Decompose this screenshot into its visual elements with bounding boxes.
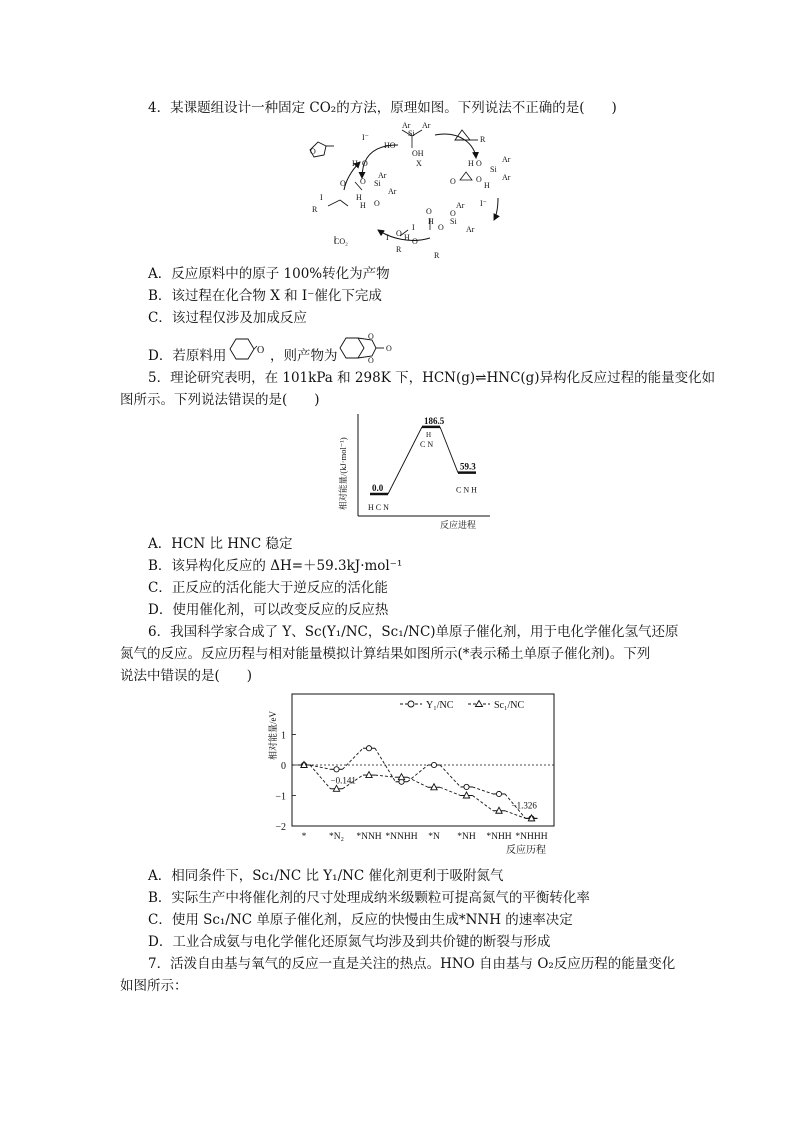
species-label: H C N — [368, 503, 389, 512]
point-y1nc — [431, 762, 436, 767]
y-tick-label: 1 — [281, 730, 286, 742]
q6-option-d: D．工业合成氨与电化学催化还原氮气均涉及到共价键的断裂与形成 — [148, 934, 551, 950]
x-tick-label: * — [301, 832, 307, 842]
x-axis-label: 反应进程 — [440, 520, 477, 530]
cyclohexene-oxide-structure — [226, 334, 268, 364]
q6-option-b: B．实际生产中将催化剂的尺寸处理成纳米级颗粒可提高氮气的平衡转化率 — [148, 890, 590, 906]
q5-option-c: C．正反应的活化能大于逆反应的活化能 — [148, 580, 388, 596]
connector-y1nc — [473, 787, 494, 794]
cyclic-carbonate-product-structure — [336, 330, 402, 366]
q4-option-b: B．该过程在化合物 X 和 I⁻催化下完成 — [148, 288, 382, 304]
chem-label: I⁻ — [480, 199, 487, 208]
chem-label: R — [312, 205, 318, 214]
chem-label: H — [360, 201, 366, 210]
point-y1nc — [464, 784, 469, 789]
chem-label: Si — [408, 129, 415, 138]
svg-text:O: O — [368, 356, 374, 365]
q5-stem-line1: 5．理论研究表明，在 101kPa 和 298K 下，HCN(g)⇌HNC(g)异构化反应过程的能量变化如 — [148, 370, 716, 386]
q6-stem-line2: 氮气的反应。反应历程与相对能量模拟计算结果如图所示(*表示稀土单原子催化剂)。下列 — [120, 646, 651, 662]
species-label: C N — [420, 439, 434, 449]
chem-label: R — [434, 251, 440, 260]
y-tick-label: −1 — [275, 791, 286, 803]
chem-label: O — [450, 209, 456, 218]
svg-text:O: O — [386, 344, 392, 353]
chem-label: H — [404, 233, 410, 242]
q5-option-a: A．HCN 比 HNC 稳定 — [148, 536, 293, 552]
connector-y1nc — [310, 765, 331, 769]
chem-label: I — [320, 193, 323, 202]
q7-stem-line1: 7．活泼自由基与氧气的反应一直是关注的热点。HNO 自由基与 O₂反应历程的能量变化 — [148, 956, 676, 972]
chem-label: I — [412, 223, 415, 232]
energy-profile-connector — [388, 427, 422, 494]
q6-option-c: C．使用 Sc₁/NC 单原子催化剂，反应的快慢由生成*NNH 的速率决定 — [148, 912, 573, 928]
chem-label: R — [480, 135, 486, 144]
point-y1nc — [366, 746, 371, 751]
chem-label: I — [386, 233, 389, 242]
q4-reaction-cycle-figure — [300, 120, 530, 262]
chem-label: O — [438, 223, 444, 232]
chem-label: Ar — [466, 225, 475, 234]
chem-label: I⁻ — [362, 133, 369, 142]
x-tick-label: *NNHH — [385, 832, 418, 842]
q4-option-d: D．若原料用 — [148, 348, 227, 364]
q4-stem: 4．某课题组设计一种固定 CO₂的方法，原理如图。下列说法不正确的是( ) — [148, 100, 617, 116]
y-axis-label: 相对能量/(kJ·mol⁻¹) — [338, 437, 348, 510]
energy-level-label: 59.3 — [460, 461, 476, 472]
q5-stem-line2: 图所示。下列说法错误的是( ) — [120, 392, 320, 408]
connector-sc1nc — [408, 777, 429, 787]
y-tick-label: 0 — [281, 761, 286, 772]
chem-label: O — [360, 177, 366, 186]
chem-label: X — [416, 159, 422, 168]
rare-earth-catalyst-energy-chart — [262, 688, 558, 858]
chem-label: Ar — [378, 171, 387, 180]
connector-sc1nc — [473, 796, 494, 811]
chem-label: Ar — [502, 173, 511, 182]
hcn-energy-diagram — [330, 410, 500, 532]
y-tick-label: −2 — [275, 822, 286, 833]
cycle-arrow-2 — [435, 134, 476, 158]
species-label-top: H — [426, 430, 432, 439]
svg-text:O: O — [368, 332, 374, 341]
chem-label: R — [396, 245, 402, 254]
annotation: −1.326 — [511, 800, 537, 811]
x-axis-label: 反应历程 — [506, 845, 546, 856]
chem-label: H — [468, 159, 474, 168]
chem-label: O — [476, 175, 482, 184]
connector-sc1nc — [440, 787, 461, 795]
energy-profile-connector — [440, 427, 458, 473]
chem-label: O — [362, 159, 368, 168]
q5-option-d: D．使用催化剂，可以改变反应的反应热 — [148, 602, 389, 618]
chem-label: Ar — [502, 155, 511, 164]
chem-label: H — [428, 217, 434, 226]
q5-option-b: B．该异构化反应的 ΔH=＋59.3kJ·mol⁻¹ — [148, 558, 403, 574]
chem-label: Ar — [422, 121, 431, 130]
chem-label: Si — [490, 165, 497, 174]
y-axis-label: 相对能量/eV — [268, 711, 278, 760]
annotation: −0.141 — [330, 775, 356, 786]
x-tick-label: *NH — [457, 832, 476, 842]
energy-level-label: 0.0 — [372, 483, 384, 493]
chem-label: O — [310, 147, 316, 156]
chem-label: H — [484, 181, 490, 190]
chem-label: Ar — [402, 121, 411, 130]
chem-label: H — [356, 193, 362, 202]
species-label: C N H — [456, 485, 477, 495]
q4-option-c: C．该过程仅涉及加成反应 — [148, 310, 307, 326]
legend-label-sc1nc: Sc₁/NC — [494, 700, 525, 711]
connector-y1nc — [408, 765, 429, 782]
q4-option-a: A．反应原料中的原子 100%转化为产物 — [148, 266, 390, 282]
chem-label: O — [426, 207, 432, 216]
chem-label: O — [412, 237, 418, 246]
q6-stem-line1: 6．我国科学家合成了 Y、Sc(Y₁/NC，Sc₁/NC)单原子催化剂，用于电化学催化氢气还原 — [148, 624, 679, 640]
x-tick-label: *N₂ — [329, 832, 344, 842]
chem-label: O — [396, 229, 402, 238]
point-y1nc — [334, 767, 339, 772]
chem-label: HO — [384, 141, 396, 150]
svg-text:O: O — [257, 345, 265, 356]
legend-label-y1nc: Y₁/NC — [426, 700, 454, 711]
q4-option-d-tail: ，则产物为 — [270, 348, 338, 364]
x-tick-label: *N — [428, 832, 440, 842]
chem-label: CO₂ — [334, 237, 348, 246]
connector-y1nc — [343, 748, 364, 769]
point-sc1nc — [333, 785, 339, 791]
chem-label: O — [476, 159, 482, 168]
q6-stem-line3: 说法中错误的是( ) — [120, 668, 253, 684]
x-tick-label: *NNH — [356, 832, 382, 842]
legend — [400, 700, 524, 711]
chem-label: OH — [412, 149, 424, 158]
connector-y1nc — [440, 765, 461, 787]
chem-label: Si — [374, 179, 381, 188]
point-y1nc — [496, 791, 501, 796]
chem-label: H — [352, 159, 358, 168]
chem-label: O — [340, 179, 346, 188]
energy-level-label: 186.5 — [424, 415, 445, 426]
chem-label: O — [374, 199, 380, 208]
chem-label: Ar — [388, 187, 397, 196]
q6-option-a: A．相同条件下，Sc₁/NC 比 Y₁/NC 催化剂更利于吸附氮气 — [148, 868, 504, 884]
epoxide-structure — [455, 130, 478, 140]
chem-label: Ar — [456, 201, 465, 210]
x-tick-label: *NHH — [486, 832, 512, 842]
x-tick-label: *NHHH — [515, 832, 548, 842]
chem-label: O — [450, 177, 456, 186]
chem-label: Si — [450, 217, 457, 226]
cycle-arrow-3 — [494, 198, 498, 220]
q7-stem-line2: 如图所示： — [120, 978, 188, 994]
